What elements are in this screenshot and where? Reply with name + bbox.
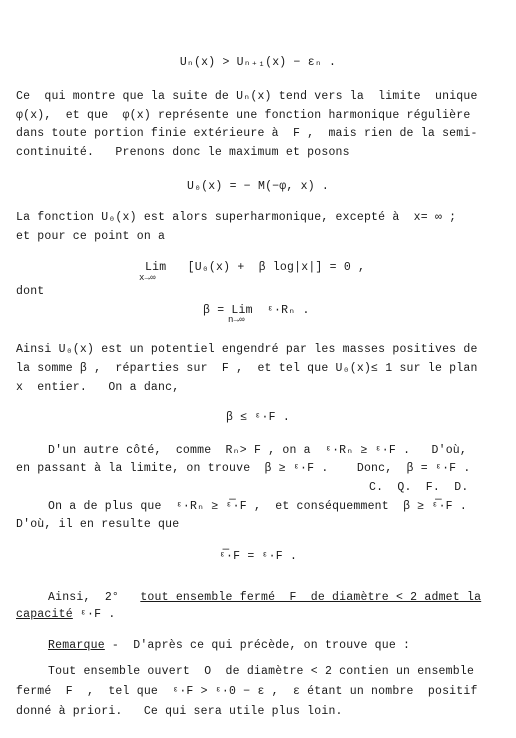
equation-4: β = Lim ᵋ·Rₙ . [203, 304, 310, 317]
paragraph-1-line-4: continuité. Prenons donc le maximum et posons [16, 146, 350, 159]
theorem-line-2 [16, 609, 115, 621]
equation-5: β ≤ ᵋ·F . [226, 411, 290, 424]
equation-1: Uₙ(x) > Uₙ₊₁(x) − εₙ . [179, 56, 337, 69]
theorem-ainsi: Ainsi, [48, 591, 91, 604]
dont-label: dont [16, 285, 45, 298]
theorem-number: 2° [104, 591, 120, 604]
theorem-capacity-symbol: ᵋ·F . [72, 608, 116, 621]
remark-text: - D'après ce qui précède, on trouve que : [104, 639, 411, 652]
cqfd: C. Q. F. D. [369, 481, 469, 494]
paragraph-1-line-1: Ce qui montre que la suite de Uₙ(x) tend vers la limite unique [16, 90, 478, 103]
paragraph-2-line-2: et pour ce point on a [16, 230, 166, 243]
paragraph-2-line-1: La fonction U₀(x) est alors superharmonique, excepté à x= ∞ ; [16, 211, 457, 224]
paragraph-3-line-3: x entier. On a danc, [16, 381, 180, 394]
theorem-statement: tout ensemble fermé F de diamètre < 2 admet la [140, 591, 482, 604]
theorem-capacite: capacité [16, 608, 73, 621]
equation-4-subscript: n→∞ [228, 315, 245, 325]
equation-6: ᵋ̅·F = ᵋ·F . [218, 550, 298, 563]
equation-2: U₀(x) = − M(−φ, x) . [186, 180, 330, 193]
paragraph-7-line-2: fermé F , tel que ᵋ·F > ᵋ·0 − ε , ε étant un nombre positif [16, 685, 478, 698]
remark-label: Remarque [48, 639, 105, 652]
paragraph-1-line-3: dans toute portion finie extérieure à F , mais rien de la semi- [16, 127, 478, 140]
equation-3-subscript: x→∞ [139, 273, 156, 283]
paragraph-1-line-2: φ(x), et que φ(x) représente une fonction harmonique régulière [16, 109, 471, 122]
equation-3: Lim [U₀(x) + β log|x|] = 0 , [145, 261, 366, 274]
paragraph-7-line-3: donné à priori. Ce qui sera utile plus loin. [16, 705, 343, 718]
paragraph-5-line-2: D'où, il en resulte que [16, 518, 180, 531]
paragraph-4-line-1: D'un autre côté, comme Rₙ> F , on a ᵋ·Rₙ ≥ ᵋ·F . D'où, [48, 444, 468, 457]
paragraph-3-line-1: Ainsi U₀(x) est un potentiel engendré par les masses positives de [16, 343, 478, 356]
paragraph-4-line-2: en passant à la limite, on trouve β ≥ ᵋ·F . Donc, β = ᵋ·F . [16, 462, 471, 475]
paragraph-3-line-2: la somme β , réparties sur F , et tel que U₀(x)≤ 1 sur le plan [16, 362, 478, 375]
paragraph-7-line-1: Tout ensemble ouvert O de diamètre < 2 contien un ensemble [48, 665, 475, 678]
theorem-line-1 [48, 592, 481, 604]
paragraph-5-line-1: On a de plus que ᵋ·Rₙ ≥ ᵋ̅·F , et conséquemment β ≥ ᵋ̅·F . [48, 500, 467, 513]
remark-line [48, 640, 410, 652]
